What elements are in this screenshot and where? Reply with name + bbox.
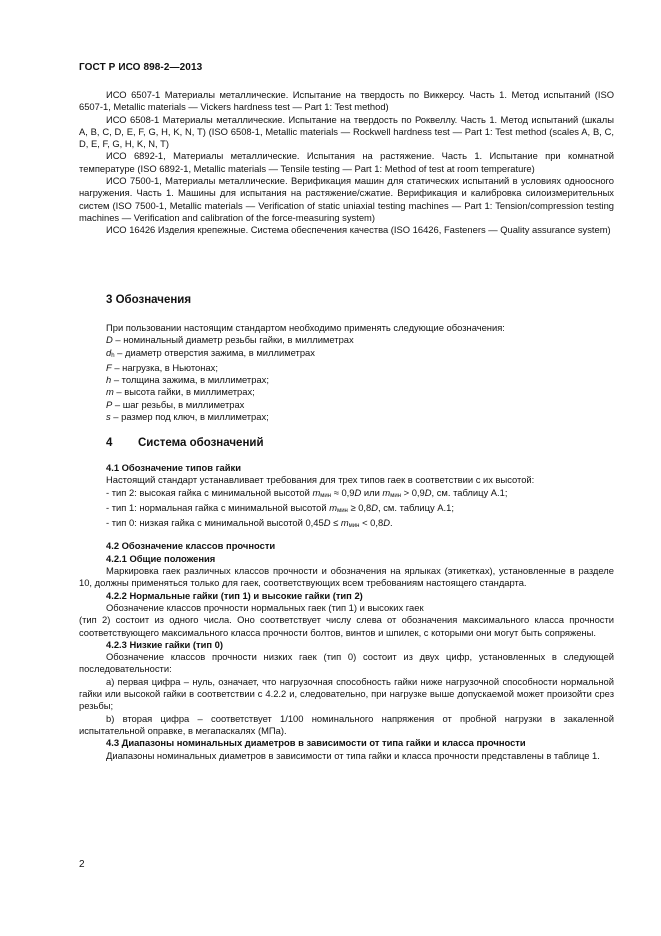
section-4-body: 4.1 Обозначение типов гайки Настоящий стандарт устанавливает требования для трех типов гаек в соответствии с их высотой: - тип 2: высокая гайка с минимальной высотой mмин ≈ 0,9D или mмин > 0,9D, см. таблицу А.1; - тип 1: нормальная гайка с минимальной высотой mмин ≥ 0,8D, см. таблицу А.1; - тип 0: низкая гайка с минимальной высотой 0,45D ≤ mмин < 0,8D. 4.2 Обозначение классов прочности 4.2.1 Общие положения Маркировка гаек различных классов прочности и обозначения на ярлыках (этикетках), установленные в разделе 10, должны применяться только для гаек, соответствующих всем требованиям настоящего стандарта. 4.2.2 Нормальные гайки (тип 1) и высокие гайки (тип 2) Обозначение классов прочности нормальных гаек (тип 1) и высоких гаек (тип 2) состоит из одного числа. Оно соответствует числу слева от обозначения максимального класса прочности соответствующего максимального класса прочности болтов, винтов и шпилек, с которыми они могут быть сопряжены. 4.2.3 Низкие гайки (тип 0) Обозначение классов прочности низких гаек (тип 0) состоит из двух цифр, установленных в следующей последовательности: а) первая цифра – нуль, означает, что нагрузочная способность гайки ниже нагрузочной способности нормальной гайки или высокой гайки в соответствии с 4.2.2 и, следовательно, при нагрузке выше допускаемой может произойти срез резьбы; b) вторая цифра – соответствует 1/100 номинального напряжения от пробной нагрузки в закаленной испытательной оправке, в мегапаскалях (МПа). 4.3 Диапазоны номинальных диаметров в зависимости от типа гайки и класса прочности Диапазоны номинальных диаметров в зависимости от типа гайки и класса прочности представлены в таблице 1. xyxy=(79,462,614,761)
reference-item: ИСО 6508-1 Материалы металлические. Испытание на твердость по Роквеллу. Часть 1. Метод испытаний (шкалы A, B, C, D, E, F, G, H, K, N, T) (ISO 6508-1, Metallic materials — Rockwell hardness test — Part 1: Test method (scales A, B, C, D, E, F, G, H, K, N, T) xyxy=(79,113,614,150)
reference-item: ИСО 6892-1, Материалы металлические. Испытания на растяжение. Часть 1. Испытание при комнатной температуре (ISO 6892-1, Metallic materials — Tensile testing — Part 1: Method of test at room temperature) xyxy=(79,150,614,174)
subsection-title: 4.2.1 Общие положения xyxy=(106,552,216,564)
section-4-title: 4 Система обозначений xyxy=(106,437,264,449)
symbol-row: m – высота гайки, в миллиметрах; xyxy=(106,386,255,398)
symbol-row: D – номинальный диаметр резьбы гайки, в миллиметрах xyxy=(106,334,354,346)
subsection-title: 4.1 Обозначение типов гайки xyxy=(106,462,241,473)
symbol-row: F – нагрузка, в Ньютонах; xyxy=(106,361,218,373)
document-header: ГОСТ Р ИСО 898-2—2013 xyxy=(79,62,203,73)
page-number: 2 xyxy=(79,859,85,870)
symbol-row: h – толщина зажима, в миллиметрах; xyxy=(106,374,269,386)
subsection-title: 4.3 Диапазоны номинальных диаметров в зависимости от типа гайки и класса прочности xyxy=(106,737,526,749)
subsection-title: 4.2.3 Низкие гайки (тип 0) xyxy=(106,638,223,650)
subsection-title: 4.2 Обозначение классов прочности xyxy=(106,540,276,552)
symbol-row: P – шаг резьбы, в миллиметрах xyxy=(106,398,245,410)
reference-item: ИСО 16426 Изделия крепежные. Система обеспечения качества (ISO 16426, Fasteners — Quality assurance system) xyxy=(106,224,611,236)
nut-type-row: - тип 0: низкая гайка с минимальной высотой 0,45D ≤ mмин < 0,8D. xyxy=(106,517,393,530)
nut-type-row: - тип 1: нормальная гайка с минимальной высотой mмин ≥ 0,8D, см. таблицу А.1; xyxy=(106,501,454,514)
subsection-title: 4.2.2 Нормальные гайки (тип 1) и высокие гайки (тип 2) xyxy=(106,589,363,601)
symbol-row: dh – диаметр отверстия зажима, в миллиметрах xyxy=(106,346,315,359)
symbols-list xyxy=(106,322,614,423)
reference-item: ИСО 6507-1 Материалы металлические. Испытание на твердость по Виккерсу. Часть 1. Метод испытаний (ISO 6507-1, Metallic materials — Vickers hardness test — Part 1: Test method) xyxy=(79,89,614,113)
section-3-title: 3 Обозначения xyxy=(106,294,192,306)
symbol-row: s – размер под ключ, в миллиметрах; xyxy=(106,411,269,423)
normative-references xyxy=(79,89,614,237)
symbols-intro: При пользовании настоящим стандартом необходимо применять следующие обозначения: xyxy=(106,322,505,333)
reference-item: ИСО 7500-1, Материалы металлические. Верификация машин для статических испытаний в условиях одноосного нагружения. Часть 1. Машины для испытания на растяжение/сжатие. Верификация и калибровка силоизмерительных систем (ISO 7500-1, Metallic materials — Verification of static uniaxial testing machines — Part 1: Tension/compression testing machines — Verification and calibration of the force-measuring system) xyxy=(79,175,614,223)
nut-type-row: - тип 2: высокая гайка с минимальной высотой mмин ≈ 0,9D или mмин > 0,9D, см. таблицу А.1; xyxy=(106,486,508,499)
